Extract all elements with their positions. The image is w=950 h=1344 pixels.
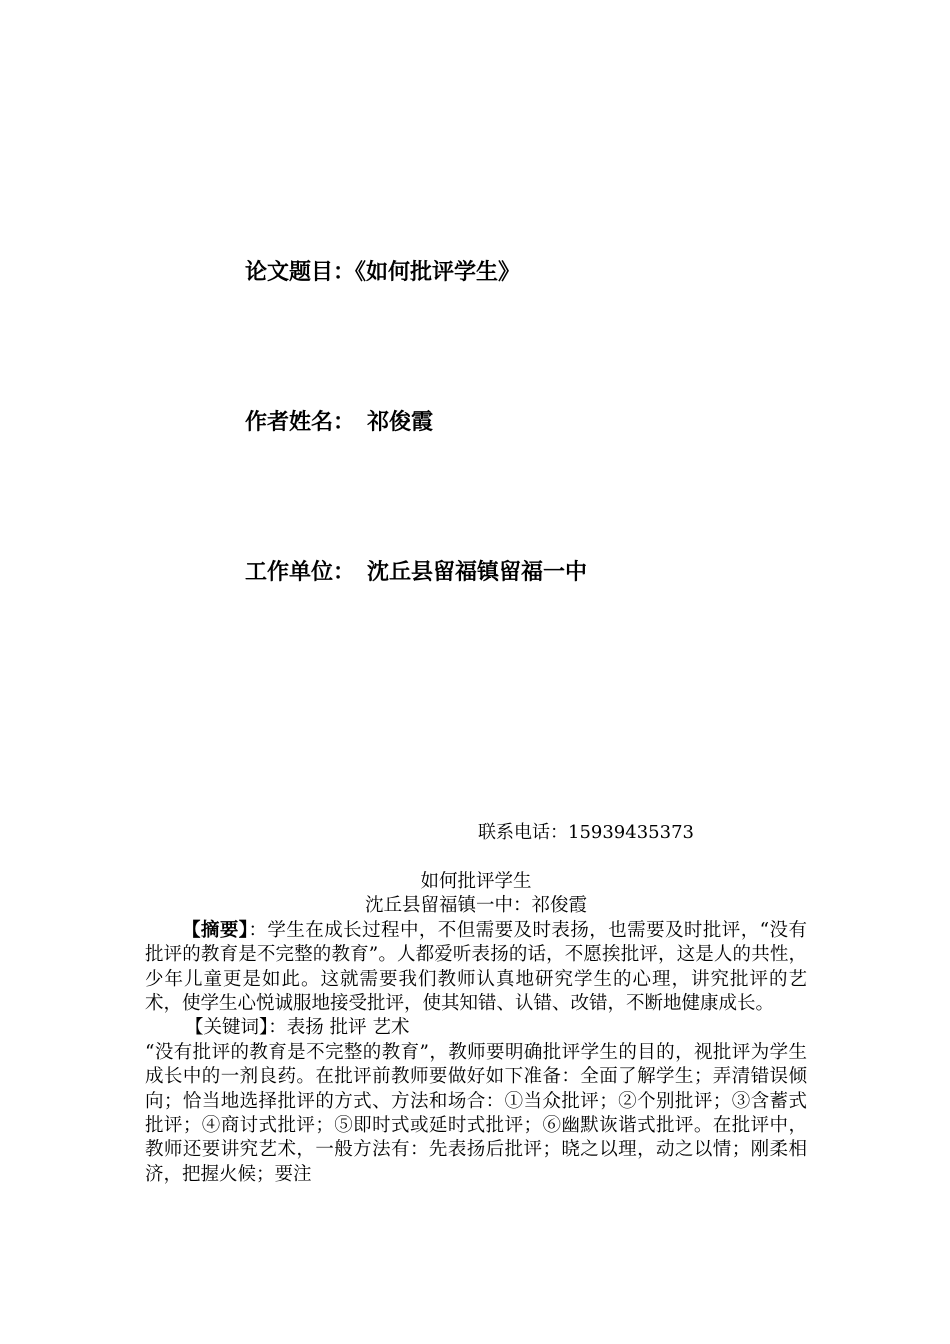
article-title: 如何批评学生 (420, 871, 532, 892)
keywords-label: 【关键词】 (185, 1017, 269, 1039)
contact-phone-line (478, 820, 694, 846)
article (145, 870, 807, 1187)
cover-unit-line (245, 558, 587, 588)
cover-unit-value: 沈丘县留福镇留福一中 (367, 560, 588, 585)
contact-label: 联系电话： (478, 822, 568, 843)
keywords-text: ：表扬 批评 艺术 (268, 1017, 410, 1039)
cover-author-label: 作者姓名： (245, 410, 356, 435)
article-byline: 沈丘县留福镇一中：祁俊霞 (364, 895, 587, 917)
cover-author-line (245, 408, 433, 438)
abstract-paragraph (145, 919, 807, 1017)
cover-unit-label: 工作单位： (245, 560, 356, 585)
cover-title-value: 《如何批评学生》 (355, 260, 521, 285)
abstract-label: 【摘要】 (182, 919, 249, 941)
keywords-paragraph (145, 1016, 807, 1040)
abstract-text: ：学生在成长过程中，不但需要及时表扬，也需要及时批评，“没有批评的教育是不完整的教育”。人都爱听表扬的话，不愿挨批评，这是人的共性，少年儿童更是如此。这就需要我们教师认真地研究学生的心理，讲究批评的艺术，使学生心悦诚服地接受批评，使其知错、认错、改错，不断地健康成长。 (145, 919, 807, 1015)
cover-title-label: 论文题目： (245, 260, 356, 285)
body-paragraph: “没有批评的教育是不完整的教育”，教师要明确批评学生的目的，视批评为学生成长中的一剂良药。在批评前教师要做好如下准备：全面了解学生；弄清错误倾向；恰当地选择批评的方式、方法和场合：①当众批评；②个别批评；③含蓄式批评；④商讨式批评；⑤即时式或延时式批评；⑥幽默诙谐式批评。在批评中，教师还要讲究艺术，一般方法有：先表扬后批评；晓之以理，动之以情；刚柔相济，把握火候；要注 (145, 1041, 807, 1185)
contact-phone: 15939435373 (568, 822, 694, 843)
cover-author-value: 祁俊霞 (367, 410, 434, 435)
cover-title-line (245, 258, 520, 288)
